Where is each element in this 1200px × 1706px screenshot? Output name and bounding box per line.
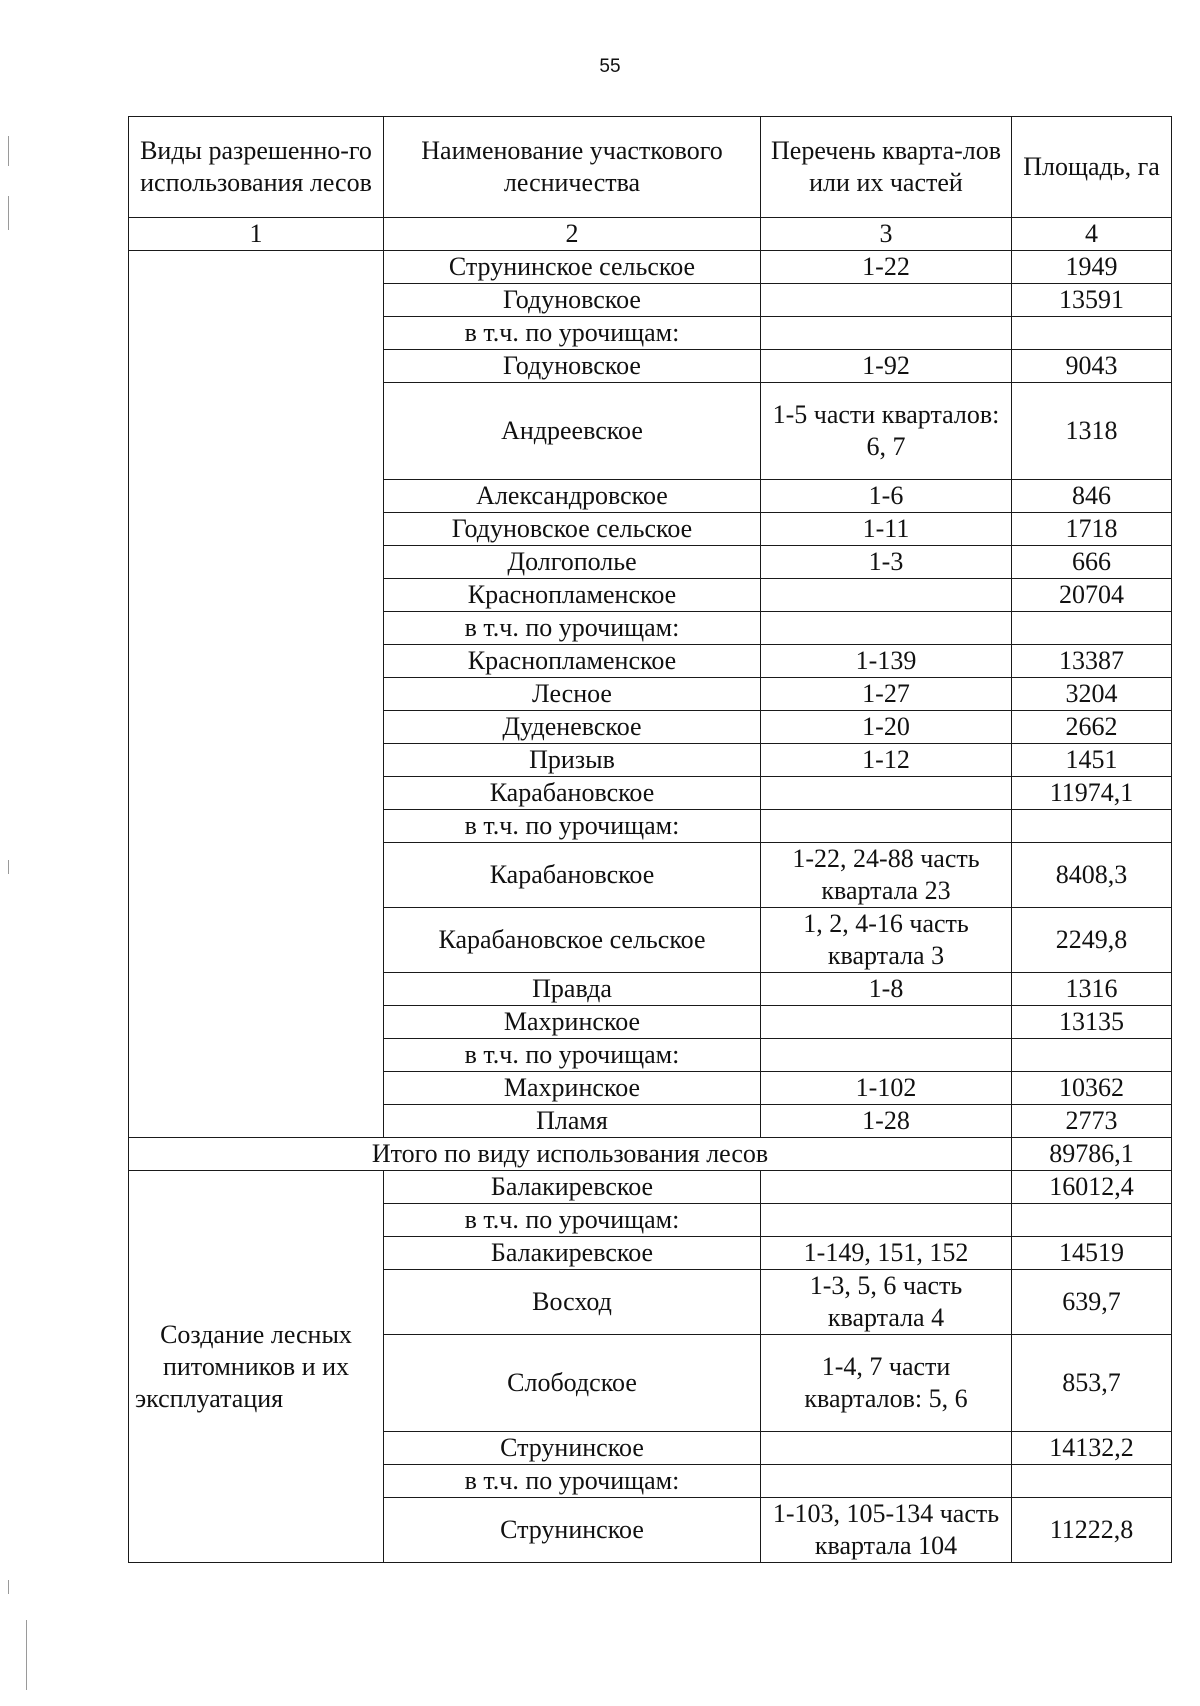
area-cell: 639,7 xyxy=(1012,1270,1172,1335)
forestry-name-cell: Андреевское xyxy=(384,383,761,480)
table-row xyxy=(129,1171,1172,1204)
quarters-cell xyxy=(761,579,1012,612)
area-cell: 1718 xyxy=(1012,513,1172,546)
column-number: 1 xyxy=(129,218,384,251)
quarters-cell: 1-12 xyxy=(761,744,1012,777)
area-cell: 20704 xyxy=(1012,579,1172,612)
quarters-cell: 1-27 xyxy=(761,678,1012,711)
forestry-name-cell: Правда xyxy=(384,973,761,1006)
area-cell xyxy=(1012,612,1172,645)
forestry-name-cell: Годуновское xyxy=(384,284,761,317)
table-row xyxy=(129,251,1172,284)
area-cell: 2773 xyxy=(1012,1105,1172,1138)
forestry-name-cell: в т.ч. по урочищам: xyxy=(384,612,761,645)
forestry-name-cell: Струнинское xyxy=(384,1498,761,1563)
area-cell: 14132,2 xyxy=(1012,1432,1172,1465)
quarters-cell: 1-22, 24-88 часть квартала 23 xyxy=(761,843,1012,908)
area-cell: 8408,3 xyxy=(1012,843,1172,908)
area-cell: 9043 xyxy=(1012,350,1172,383)
quarters-cell xyxy=(761,284,1012,317)
forestry-name-cell: Карабановское xyxy=(384,777,761,810)
forestry-name-cell: Александровское xyxy=(384,480,761,513)
quarters-cell: 1-102 xyxy=(761,1072,1012,1105)
scan-edge-mark xyxy=(8,196,9,230)
quarters-cell xyxy=(761,1006,1012,1039)
forestry-name-cell: в т.ч. по урочищам: xyxy=(384,1465,761,1498)
quarters-cell: 1-5 части кварталов: 6, 7 xyxy=(761,383,1012,480)
scan-edge-mark xyxy=(8,1580,9,1594)
area-cell: 11974,1 xyxy=(1012,777,1172,810)
quarters-cell: 1-103, 105-134 часть квартала 104 xyxy=(761,1498,1012,1563)
forestry-name-cell: Годуновское xyxy=(384,350,761,383)
area-cell: 13591 xyxy=(1012,284,1172,317)
forestry-name-cell: Пламя xyxy=(384,1105,761,1138)
area-cell: 10362 xyxy=(1012,1072,1172,1105)
area-cell: 13135 xyxy=(1012,1006,1172,1039)
forestry-name-cell: Призыв xyxy=(384,744,761,777)
quarters-cell: 1-6 xyxy=(761,480,1012,513)
forestry-name-cell: Краснопламенское xyxy=(384,579,761,612)
quarters-cell xyxy=(761,777,1012,810)
total-row xyxy=(129,1138,1172,1171)
area-cell: 14519 xyxy=(1012,1237,1172,1270)
quarters-cell xyxy=(761,810,1012,843)
forestry-name-cell: Карабановское сельское xyxy=(384,908,761,973)
quarters-cell: 1-92 xyxy=(761,350,1012,383)
page-number: 55 xyxy=(599,56,621,77)
forestry-name-cell: в т.ч. по урочищам: xyxy=(384,1204,761,1237)
forest-use-table xyxy=(128,116,1172,1563)
forestry-name-cell: Долгополье xyxy=(384,546,761,579)
header-forest-use-type: Виды разрешенно-го использования лесов xyxy=(129,117,384,218)
forestry-name-cell: в т.ч. по урочищам: xyxy=(384,1039,761,1072)
area-cell: 2662 xyxy=(1012,711,1172,744)
area-cell: 1316 xyxy=(1012,973,1172,1006)
area-cell: 3204 xyxy=(1012,678,1172,711)
header-area: Площадь, га xyxy=(1012,117,1172,218)
quarters-cell: 1-28 xyxy=(761,1105,1012,1138)
column-number: 2 xyxy=(384,218,761,251)
area-cell: 2249,8 xyxy=(1012,908,1172,973)
area-cell: 666 xyxy=(1012,546,1172,579)
quarters-cell xyxy=(761,612,1012,645)
forestry-name-cell: Струнинское сельское xyxy=(384,251,761,284)
area-cell xyxy=(1012,1204,1172,1237)
quarters-cell: 1-8 xyxy=(761,973,1012,1006)
scan-edge-mark xyxy=(8,860,9,874)
forestry-name-cell: в т.ч. по урочищам: xyxy=(384,810,761,843)
forestry-name-cell: Балакиревское xyxy=(384,1171,761,1204)
forestry-name-cell: Восход xyxy=(384,1270,761,1335)
quarters-cell: 1-4, 7 части кварталов: 5, 6 xyxy=(761,1335,1012,1432)
quarters-cell: 1-149, 151, 152 xyxy=(761,1237,1012,1270)
column-number: 3 xyxy=(761,218,1012,251)
total-label: Итого по виду использования лесов xyxy=(129,1138,1012,1171)
forest-use-type-cell: Создание лесных питомников и их эксплуатация xyxy=(129,1171,384,1563)
quarters-cell xyxy=(761,1432,1012,1465)
forestry-name-cell: Лесное xyxy=(384,678,761,711)
forestry-name-cell: Махринское xyxy=(384,1006,761,1039)
area-cell xyxy=(1012,1465,1172,1498)
forestry-name-cell: Краснопламенское xyxy=(384,645,761,678)
quarters-cell: 1-11 xyxy=(761,513,1012,546)
area-cell: 13387 xyxy=(1012,645,1172,678)
forestry-name-cell: Балакиревское xyxy=(384,1237,761,1270)
quarters-cell xyxy=(761,1039,1012,1072)
forest-use-type-cell xyxy=(129,251,384,1138)
area-cell: 1451 xyxy=(1012,744,1172,777)
area-cell xyxy=(1012,1039,1172,1072)
quarters-cell: 1-20 xyxy=(761,711,1012,744)
total-area: 89786,1 xyxy=(1012,1138,1172,1171)
forestry-name-cell: Карабановское xyxy=(384,843,761,908)
forestry-name-cell: Махринское xyxy=(384,1072,761,1105)
quarters-cell: 1-139 xyxy=(761,645,1012,678)
quarters-cell xyxy=(761,1465,1012,1498)
forestry-name-cell: Слободское xyxy=(384,1335,761,1432)
scan-edge-mark xyxy=(26,1620,27,1690)
quarters-cell: 1, 2, 4-16 часть квартала 3 xyxy=(761,908,1012,973)
scan-edge-mark xyxy=(8,136,9,166)
area-cell: 1318 xyxy=(1012,383,1172,480)
quarters-cell: 1-22 xyxy=(761,251,1012,284)
quarters-cell: 1-3 xyxy=(761,546,1012,579)
quarters-cell xyxy=(761,1171,1012,1204)
forestry-name-cell: в т.ч. по урочищам: xyxy=(384,317,761,350)
column-number: 4 xyxy=(1012,218,1172,251)
area-cell xyxy=(1012,317,1172,350)
area-cell: 11222,8 xyxy=(1012,1498,1172,1563)
quarters-cell xyxy=(761,317,1012,350)
quarters-cell: 1-3, 5, 6 часть квартала 4 xyxy=(761,1270,1012,1335)
forestry-name-cell: Струнинское xyxy=(384,1432,761,1465)
header-quarters-list: Перечень кварта-лов или их частей xyxy=(761,117,1012,218)
area-cell: 846 xyxy=(1012,480,1172,513)
quarters-cell xyxy=(761,1204,1012,1237)
forestry-name-cell: Годуновское сельское xyxy=(384,513,761,546)
area-cell: 853,7 xyxy=(1012,1335,1172,1432)
area-cell xyxy=(1012,810,1172,843)
forestry-name-cell: Дуденевское xyxy=(384,711,761,744)
area-cell: 1949 xyxy=(1012,251,1172,284)
area-cell: 16012,4 xyxy=(1012,1171,1172,1204)
header-forestry-name: Наименование участкового лесничества xyxy=(384,117,761,218)
